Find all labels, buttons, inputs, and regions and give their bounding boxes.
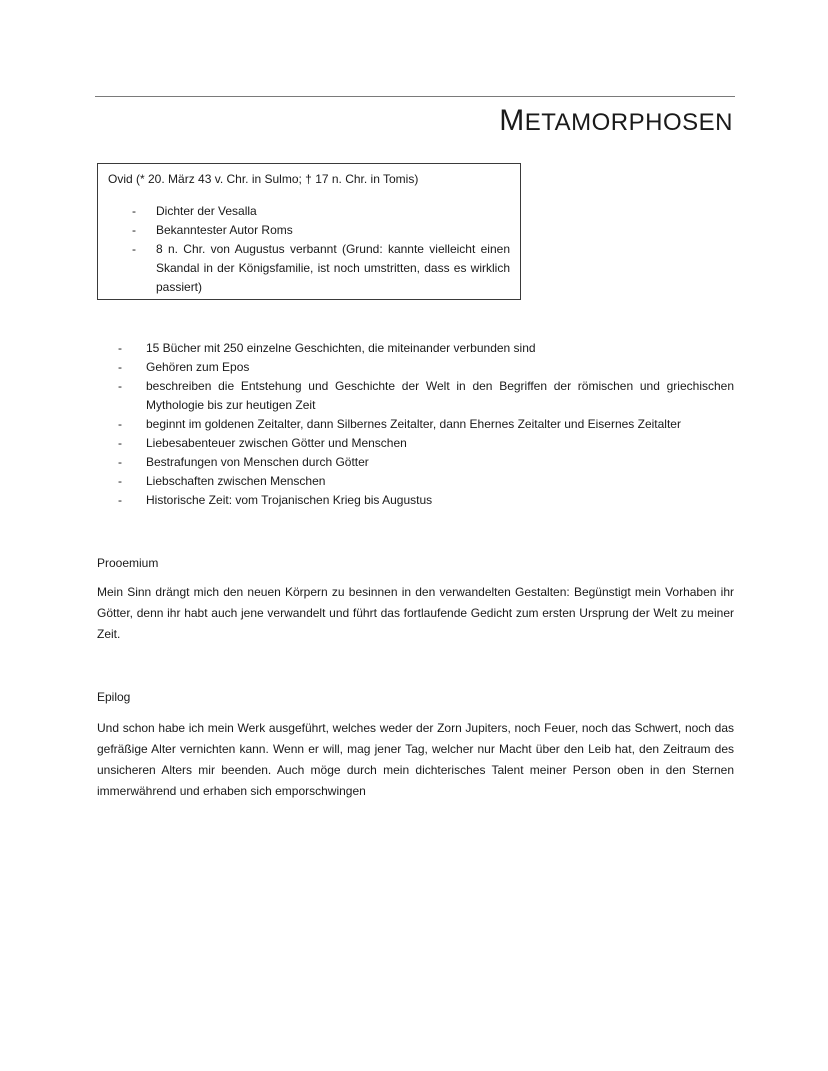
fact-item: - Liebesabenteuer zwischen Götter und Menschen — [118, 436, 407, 450]
author-list — [108, 202, 510, 297]
fact-item: - Historische Zeit: vom Trojanischen Krieg bis Augustus — [118, 493, 433, 507]
prooemium-text: Mein Sinn drängt mich den neuen Körpern zu besinnen in den verwandelten Gestalten: Begünstigt mein Vorhaben ihr Götter, denn ihr habt auch jene verwandelt und führt das fortlaufende Gedicht zum ersten Ursprung der Welt zu meiner Zeit. — [97, 585, 734, 641]
epilog-text: Und schon habe ich mein Werk ausgeführt, welches weder der Zorn Jupiters, noch Feuer, noch das Schwert, noch das gefräßige Alter vernichten kann. Wenn er will, mag jener Tag, welcher nur Macht über den Leib hat, den Zeitraum des unsicheren Alters mir beenden. Auch möge durch mein dichterisches Talent meiner Person oben in den Sternen immerwährend und erhaben sich emporschwingen — [97, 721, 734, 798]
fact-item: - Liebschaften zwischen Menschen — [118, 474, 326, 488]
facts-list-container — [118, 339, 734, 510]
page-title: METAMORPHOSEN — [499, 104, 733, 137]
fact-item: - Bestrafungen von Menschen durch Götter — [118, 455, 369, 469]
fact-item: - 15 Bücher mit 250 einzelne Geschichten, die miteinander verbunden sind — [118, 341, 536, 355]
facts-list — [118, 339, 734, 510]
author-list-item: - Dichter der Vesalla — [132, 204, 257, 218]
fact-item: - beginnt im goldenen Zeitalter, dann Silbernes Zeitalter, dann Ehernes Zeitalter und Eisernes Zeitalter — [118, 417, 681, 431]
author-list-item: - Bekanntester Autor Roms — [132, 223, 293, 237]
author-list-item: - 8 n. Chr. von Augustus verbannt (Grund: kannte vielleicht einen Skandal in der Königsfamilie, ist noch umstritten, dass es wirklich passiert) — [132, 242, 510, 294]
fact-item: - beschreiben die Entstehung und Geschichte der Welt in den Begriffen der römischen und griechischen Mythologie bis zur heutigen Zeit — [118, 379, 734, 412]
author-heading: Ovid (* 20. März 43 v. Chr. in Sulmo; † 17 n. Chr. in Tomis) — [108, 172, 419, 186]
prooemium-heading: Prooemium — [97, 556, 159, 570]
author-info-box — [97, 163, 521, 300]
fact-item: - Gehören zum Epos — [118, 360, 250, 374]
header-rule — [95, 96, 735, 97]
epilog-heading: Epilog — [97, 690, 131, 704]
